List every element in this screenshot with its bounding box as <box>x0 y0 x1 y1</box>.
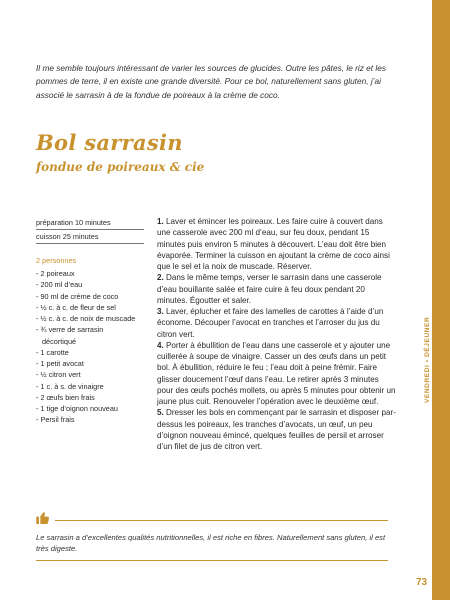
step-text: Dans le même temps, verser le sarrasin dans une casserole d’eau bouillante salée et faire cuire à feu doux pendant 20 minutes. Égoutter et saler. <box>157 273 382 305</box>
step-number: 1. <box>157 217 164 226</box>
thumbs-up-icon <box>35 510 51 526</box>
ingredient-item: - Persil frais <box>36 415 75 425</box>
step-text: Porter à ébullition de l’eau dans une casserole et y ajouter une cuillerée à soupe de vinaigre. Casser un des œufs dans un petit bol. À ébullition, réduire le feu ; l’eau doit à peine frémir. Faire glisser doucement l’œuf dans l’eau. Le retirer après 3 minutes pour des œufs pochés mollets, ou après 5 minutes pour obtenir un jaune plus cuit. Renouveler l’opération avec le deuxième œuf. <box>157 340 396 406</box>
ingredient-item: - 200 ml d’eau <box>36 280 83 290</box>
side-color-band <box>432 0 450 600</box>
ingredient-item: - ¾ verre de sarrasin <box>36 325 104 335</box>
step <box>157 407 397 452</box>
ingredient-item: - ½ c. à c. de fleur de sel <box>36 302 116 312</box>
step <box>157 272 397 306</box>
ingredient-item-continued: décortiqué <box>42 336 77 346</box>
ingredient-item: - 2 œufs bien frais <box>36 392 95 402</box>
ingredient-item: - 1 carotte <box>36 347 69 357</box>
intro-paragraph: Il me semble toujours intéressant de varier les sources de glucides. Outre les pâtes, le riz et les pommes de terre, il en existe une grande diversité. Pour ce bol, naturellement sans gluten, j’ai associé le sarrasin à de la fondue de poireaux à la crème de coco. <box>36 63 387 100</box>
step-text: Laver et émincer les poireaux. Les faire cuire à couvert dans une casserole avec 200 ml d’eau, sur feu doux, pendant 15 minutes puis environ 5 minutes à découvert. L’eau doit être bien évaporée. Terminer la cuisson en ajoutant la crème de coco ainsi que le sel et la noix de muscade. Réserver. <box>157 217 390 271</box>
recipe-meta <box>36 216 144 244</box>
ingredient-item: - ½ citron vert <box>36 370 81 380</box>
ingredient-item: - 1 tige d’oignon nouveau <box>36 404 118 413</box>
tip-top-rule <box>55 520 388 521</box>
step <box>157 340 397 408</box>
recipe-title: Bol sarrasin <box>36 130 183 155</box>
step-number: 3. <box>157 307 164 316</box>
recipe-steps <box>157 216 397 452</box>
tip-text: Le sarrasin a d’excellentes qualités nutritionnelles, il est riche en fibres. Naturellement sans gluten, il est très digeste. <box>36 533 386 554</box>
ingredient-item: - 90 ml de crème de coco <box>36 291 119 301</box>
servings-label: 2 personnes <box>36 256 77 265</box>
step-text: Laver, éplucher et faire des lamelles de carottes à l’aide d’un économe. Découper l’avocat en tranches et l’arroser du jus du citron vert. <box>157 307 384 339</box>
step-text: Dresser les bols en commençant par le sarrasin et disposer par-dessus les poireaux, les tranches d’avocats, un œuf, un peu d’oignon nouveau émincé, quelques feuilles de persil et arroser d’un filet de jus de citron vert. <box>157 408 396 451</box>
tip-bottom-rule <box>36 560 388 561</box>
recipe-subtitle: fondue de poireaux & cie <box>36 160 205 174</box>
preparation-time: préparation 10 minutes <box>36 216 144 230</box>
cooking-time: cuisson 25 minutes <box>36 230 144 244</box>
step-number: 4. <box>157 340 164 350</box>
step-number: 5. <box>157 408 164 418</box>
step <box>157 306 397 340</box>
side-label-text: VENDREDI • DÉJEUNER <box>424 316 431 403</box>
ingredient-item: - 1 c. à s. de vinaigre <box>36 381 104 391</box>
ingredient-item: - 2 poireaux <box>36 269 75 278</box>
step <box>157 216 397 272</box>
ingredient-list <box>36 268 148 426</box>
step-number: 2. <box>157 273 164 283</box>
ingredient-item: - 1 petit avocat <box>36 359 84 368</box>
ingredient-item: - ½ c. à c. de noix de muscade <box>36 314 136 323</box>
page-number: 73 <box>416 577 428 588</box>
